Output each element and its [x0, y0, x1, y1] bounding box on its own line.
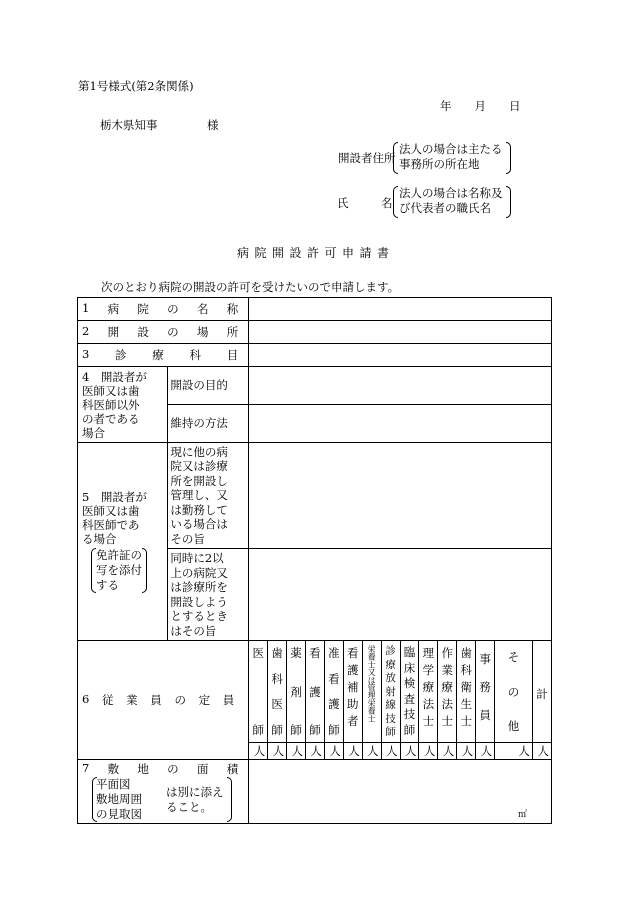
label-staff	[78, 641, 249, 760]
label-char: 診	[115, 348, 127, 362]
row-site-area	[78, 760, 552, 824]
label-line: 科医師であ	[82, 518, 140, 532]
staff-col-dentist	[268, 641, 287, 743]
label-hospital-name	[78, 298, 249, 321]
col-char: 師	[252, 723, 264, 737]
note-line: する	[96, 578, 119, 592]
staff-count-other[interactable]: 人	[495, 743, 533, 760]
note-line: 平面図	[96, 777, 131, 791]
maintenance-field[interactable]	[249, 405, 552, 443]
note-line: の見取図	[96, 807, 142, 821]
col-char: 作	[441, 646, 454, 660]
note-line: は別に添え	[166, 785, 224, 799]
staff-count-doctor[interactable]: 人	[249, 743, 268, 760]
row-number: 3	[82, 347, 90, 361]
row-number: 7	[82, 761, 90, 775]
label-physician-founder	[78, 443, 168, 641]
col-char: 看	[347, 646, 359, 660]
label-char: 地	[137, 762, 149, 776]
col-char: 射	[385, 685, 396, 698]
departments-field[interactable]	[249, 344, 552, 367]
label-char: 員	[150, 693, 162, 707]
label-line: 4 開設者が	[82, 369, 147, 384]
label-char: の	[167, 302, 179, 316]
row-staff-headers	[78, 641, 552, 743]
col-char: 科	[271, 671, 283, 686]
site-note-bracket	[92, 777, 232, 822]
col-char: 補	[347, 680, 359, 694]
hospital-name-field[interactable]	[249, 298, 552, 321]
label-char: 員	[222, 693, 235, 707]
col-char: 護	[309, 684, 321, 699]
r7-label	[78, 760, 248, 777]
col-char: 看	[328, 671, 340, 686]
applicant-name-label-2: 名	[381, 196, 393, 210]
addressee: 栃木県知事	[100, 118, 158, 132]
row-number: 6	[82, 692, 90, 706]
staff-col-assoc-nurse	[324, 641, 343, 743]
staff-col-nursing-aide	[343, 641, 362, 743]
label-line: とするとき	[170, 609, 228, 623]
applicant-address-label: 開設者住所	[338, 151, 396, 165]
label-line: は診療所を	[170, 580, 228, 594]
row-physician-current	[78, 443, 552, 549]
license-note-bracket	[91, 548, 147, 593]
label-char: 定	[198, 693, 211, 707]
row-number: 2	[82, 324, 90, 338]
note-line: 免許証の	[96, 548, 142, 562]
row-location	[78, 321, 552, 344]
col-char: 検	[403, 676, 416, 690]
staff-col-lab-tech	[400, 641, 419, 743]
col-char: 師	[271, 722, 283, 737]
staff-col-other	[495, 641, 533, 743]
col-char: 医	[271, 697, 283, 712]
label-char: 院	[137, 302, 149, 316]
staff-count-nurse[interactable]: 人	[306, 743, 325, 760]
label-line: る場合	[82, 532, 117, 546]
staff-col-clerk	[476, 641, 495, 743]
r2-label	[78, 324, 248, 340]
note-line: び代表者の職氏名	[399, 201, 491, 215]
license-note	[91, 548, 147, 593]
col-char: そ	[507, 650, 520, 664]
form-number: 第1号様式(第2条関係)	[78, 79, 194, 93]
col-char: 医	[252, 646, 264, 660]
col-char: 技	[403, 707, 416, 721]
label-char: 設	[137, 325, 149, 339]
col-char: 者	[347, 714, 359, 728]
staff-col-radiology-tech	[381, 641, 400, 743]
label-char: 開	[107, 325, 120, 339]
staff-count-nursing-aide[interactable]: 人	[343, 743, 362, 760]
label-char: 名	[196, 302, 209, 316]
staff-col-nutritionist	[362, 641, 381, 743]
r3-label	[78, 347, 248, 363]
staff-count-clerk[interactable]: 人	[476, 743, 495, 760]
col-char: 薬	[290, 646, 302, 660]
label-line: 医師又は歯	[82, 504, 140, 518]
site-note	[92, 777, 232, 823]
row-nonphysician-purpose	[78, 367, 552, 405]
label-current-practice	[168, 443, 249, 549]
note-line: 法人の場合は名称及	[399, 186, 503, 200]
area-unit: ㎡	[517, 810, 527, 820]
label-line: 場合	[82, 425, 105, 440]
col-char: 科	[460, 663, 472, 677]
col-char: 看	[309, 646, 321, 660]
col-char: 理	[422, 646, 435, 660]
col-char: 師	[309, 723, 321, 737]
label-nonphysician-founder	[78, 367, 168, 443]
intro-text: 次のとおり病院の開設の許可を受けたいので申請します。	[101, 280, 400, 294]
staff-count-occupational-therapist[interactable]: 人	[438, 743, 457, 760]
staff-count-dentist[interactable]: 人	[268, 743, 287, 760]
staff-count-pharmacist[interactable]: 人	[287, 743, 306, 760]
label-line: 同時に2以	[170, 551, 224, 565]
col-char: 員	[479, 708, 491, 722]
label-char: 従	[101, 693, 114, 707]
current-practice-field[interactable]	[249, 443, 552, 549]
col-char: 法	[422, 697, 435, 711]
col-char: 師	[328, 722, 340, 737]
purpose-field[interactable]	[249, 367, 552, 405]
label-departments	[78, 344, 249, 367]
col-char: 師	[385, 726, 396, 738]
label-multiple-facilities	[168, 549, 249, 641]
staff-col-occupational-therapist	[438, 641, 457, 743]
staff-count-total[interactable]: 人	[532, 743, 551, 760]
col-char: 師	[403, 722, 416, 737]
site-area-field[interactable]	[249, 760, 552, 824]
label-line: 開設しよう	[170, 594, 228, 609]
col-char: 衛	[460, 680, 472, 694]
col-char: 療	[385, 658, 396, 671]
staff-col-pharmacist	[287, 641, 306, 743]
label-char: 場	[196, 325, 209, 339]
applicant-name-label-1: 氏	[337, 196, 349, 210]
staff-count-physical-therapist[interactable]: 人	[419, 743, 438, 760]
application-table	[77, 297, 552, 824]
label-line: はその旨	[170, 623, 217, 638]
col-char: 生	[460, 697, 472, 711]
col-char: 事	[479, 652, 491, 666]
document-title: 病院開設許可申請書	[237, 246, 395, 260]
col-char: 他	[507, 719, 520, 733]
label-purpose: 開設の目的	[168, 367, 249, 405]
label-char: 称	[226, 302, 239, 316]
applicant-address-note	[393, 142, 511, 174]
label-char: 面	[196, 762, 209, 776]
col-char: 師	[290, 723, 302, 737]
col-char: 技	[385, 712, 396, 725]
staff-count-lab-tech[interactable]: 人	[400, 743, 419, 760]
staff-col-doctor	[249, 641, 268, 743]
staff-col-nurse	[306, 641, 325, 743]
honorific: 様	[207, 118, 219, 132]
staff-col-dental-hygienist	[457, 641, 476, 743]
label-line: 5 開設者が	[82, 490, 147, 504]
row-departments	[78, 344, 552, 367]
label-char: 科	[189, 348, 202, 362]
label-line: 所を開設し	[170, 473, 228, 488]
label-char: 目	[226, 348, 239, 362]
staff-col-total	[532, 641, 551, 743]
col-char: 准	[328, 646, 340, 660]
row-number: 1	[82, 301, 90, 315]
label-site-area	[78, 760, 249, 824]
label-line: いる場合は	[170, 517, 228, 532]
label-line: 現に他の病	[170, 444, 228, 459]
col-char: 務	[479, 680, 491, 694]
location-field[interactable]	[249, 321, 552, 344]
col-char: 療	[441, 680, 454, 694]
staff-count-dental-hygienist[interactable]: 人	[457, 743, 476, 760]
col-char: 剤	[290, 684, 302, 699]
label-location	[78, 321, 249, 344]
label-line: 管理し、又	[170, 488, 228, 503]
col-char: 業	[441, 663, 454, 677]
staff-col-physical-therapist	[419, 641, 438, 743]
note-line: 敷地周囲	[96, 792, 142, 806]
date-line: 年 月 日	[440, 99, 521, 113]
label-line: は勤務して	[170, 502, 228, 517]
col-char: 助	[347, 697, 359, 711]
col-char: 線	[385, 699, 396, 711]
col-char: 歯	[271, 646, 283, 660]
label-char: 病	[107, 302, 120, 316]
label-maintenance: 維持の方法	[168, 405, 249, 443]
col-vertical-label: 栄養士又は管理栄養士	[367, 645, 377, 723]
row-hospital-name	[78, 298, 552, 321]
label-char: 療	[152, 348, 164, 362]
col-char: の	[507, 684, 520, 699]
col-char: 法	[441, 697, 454, 711]
label-line: の者である	[82, 411, 140, 426]
col-char: 診	[385, 645, 396, 657]
col-char: 臨	[403, 645, 416, 659]
col-char: 査	[403, 691, 416, 706]
label-line: 科医師以外	[82, 397, 140, 412]
col-char: 士	[422, 714, 435, 728]
col-char: 放	[385, 672, 396, 684]
site-note-suffix	[166, 785, 224, 815]
label-char: の	[167, 325, 179, 339]
col-char: 護	[347, 663, 359, 677]
r6-label	[78, 692, 248, 708]
col-char: 学	[422, 663, 435, 677]
label-char: 業	[126, 693, 138, 707]
col-char: 歯	[460, 646, 472, 660]
label-char: 積	[226, 762, 239, 776]
label-char: の	[167, 762, 179, 776]
applicant-name-note	[393, 186, 511, 218]
col-char: 療	[422, 680, 435, 694]
staff-count-radiology-tech[interactable]: 人	[381, 743, 400, 760]
label-char: 所	[226, 325, 239, 339]
note-line: ること。	[166, 800, 212, 814]
staff-count-nutritionist[interactable]: 人	[362, 743, 381, 760]
col-char: 士	[460, 714, 472, 728]
label-line: 医師又は歯	[82, 383, 140, 398]
label-line: 院又は診療	[170, 459, 228, 474]
note-line: 法人の場合は主たる	[399, 142, 503, 156]
label-char: 敷	[107, 762, 120, 776]
col-char: 士	[441, 714, 454, 728]
r1-label	[78, 301, 248, 317]
multiple-facilities-field[interactable]	[249, 549, 552, 641]
note-line: 写を添付	[96, 563, 142, 577]
staff-count-assoc-nurse[interactable]: 人	[324, 743, 343, 760]
col-char: 計	[536, 686, 548, 701]
label-line: その旨	[170, 531, 205, 546]
col-char: 護	[328, 697, 340, 712]
col-char: 床	[403, 660, 416, 675]
label-line: 上の病院又	[170, 565, 228, 580]
note-line: 事務所の所在地	[399, 157, 480, 171]
label-char: の	[174, 693, 186, 707]
